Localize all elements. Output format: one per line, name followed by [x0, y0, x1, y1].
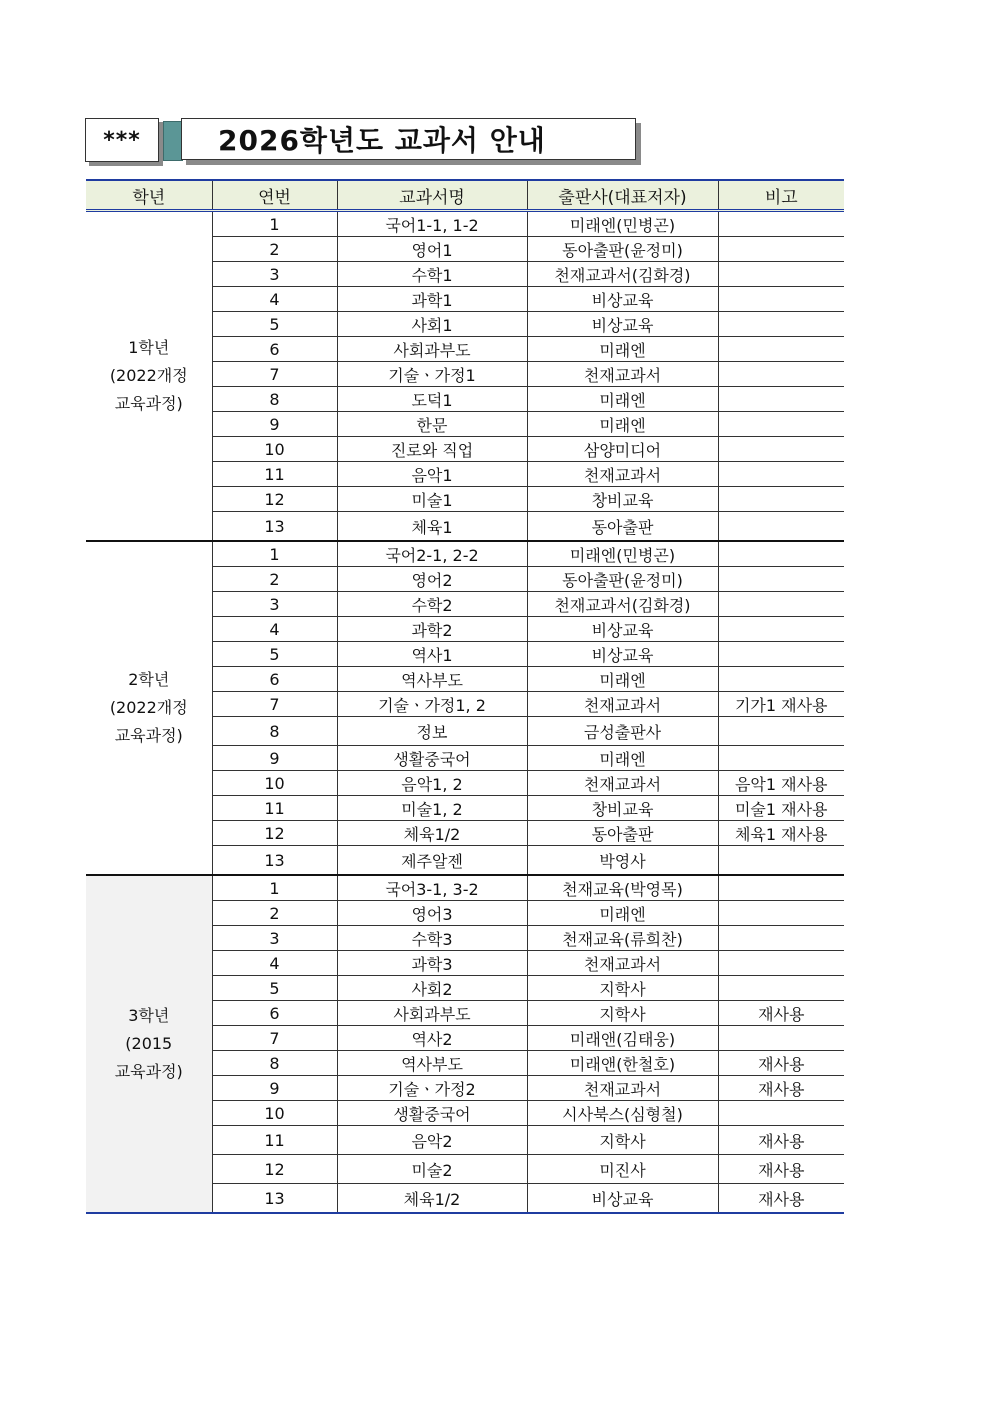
publisher-cell: 창비교육: [527, 487, 718, 512]
book-title-cell: 사회과부도: [337, 1001, 527, 1026]
note-cell: [718, 717, 844, 746]
header-number: 연번: [212, 180, 337, 211]
note-cell: 재사용: [718, 1126, 844, 1155]
note-cell: 재사용: [718, 1051, 844, 1076]
note-cell: [718, 237, 844, 262]
number-cell: 12: [212, 1155, 337, 1184]
number-cell: 2: [212, 567, 337, 592]
publisher-cell: 창비교육: [527, 796, 718, 821]
book-title-cell: 수학3: [337, 926, 527, 951]
number-cell: 8: [212, 717, 337, 746]
publisher-cell: 지학사: [527, 1001, 718, 1026]
note-cell: [718, 262, 844, 287]
publisher-cell: 천재교과서: [527, 362, 718, 387]
book-title-cell: 체육1/2: [337, 821, 527, 846]
note-cell: [718, 287, 844, 312]
note-cell: [718, 541, 844, 567]
table-row: [86, 875, 844, 901]
publisher-cell: 비상교육: [527, 1184, 718, 1214]
grade-line: (2022개정: [109, 698, 188, 717]
header-book-title: 교과서명: [337, 180, 527, 211]
note-cell: [718, 487, 844, 512]
book-title-cell: 체육1: [337, 512, 527, 542]
note-cell: [718, 617, 844, 642]
publisher-cell: 천재교육(박영목): [527, 875, 718, 901]
note-cell: [718, 337, 844, 362]
note-cell: 미술1 재사용: [718, 796, 844, 821]
book-title-cell: 역사부도: [337, 667, 527, 692]
number-cell: 2: [212, 901, 337, 926]
grade-line: 1학년: [128, 338, 170, 357]
page-title: 2026학년도 교과서 안내: [181, 118, 636, 160]
note-cell: [718, 667, 844, 692]
book-title-cell: 생활중국어: [337, 1101, 527, 1126]
book-title-cell: 국어1-1, 1-2: [337, 211, 527, 237]
publisher-cell: 미래엔: [527, 387, 718, 412]
publisher-cell: 삼양미디어: [527, 437, 718, 462]
note-cell: [718, 642, 844, 667]
book-title-cell: 기술ㆍ가정1: [337, 362, 527, 387]
title-stars: ***: [85, 118, 159, 162]
book-title-cell: 국어3-1, 3-2: [337, 875, 527, 901]
publisher-cell: 동아출판(윤정미): [527, 567, 718, 592]
note-cell: [718, 746, 844, 771]
note-cell: [718, 875, 844, 901]
number-cell: 13: [212, 512, 337, 542]
grade-cell: [86, 211, 212, 542]
book-title-cell: 진로와 직업: [337, 437, 527, 462]
table-header-row: [86, 180, 844, 211]
header-publisher: 출판사(대표저자): [527, 180, 718, 211]
publisher-cell: 미래엔(민병곤): [527, 211, 718, 237]
note-cell: [718, 362, 844, 387]
publisher-cell: 비상교육: [527, 287, 718, 312]
publisher-cell: 비상교육: [527, 642, 718, 667]
note-cell: 체육1 재사용: [718, 821, 844, 846]
book-title-cell: 체육1/2: [337, 1184, 527, 1214]
publisher-cell: 박영사: [527, 846, 718, 876]
publisher-cell: 미진사: [527, 1155, 718, 1184]
number-cell: 11: [212, 1126, 337, 1155]
number-cell: 9: [212, 1076, 337, 1101]
number-cell: 6: [212, 337, 337, 362]
number-cell: 7: [212, 692, 337, 717]
book-title-cell: 수학1: [337, 262, 527, 287]
number-cell: 3: [212, 926, 337, 951]
book-title-cell: 음악2: [337, 1126, 527, 1155]
number-cell: 5: [212, 642, 337, 667]
book-title-cell: 과학3: [337, 951, 527, 976]
number-cell: 12: [212, 821, 337, 846]
note-cell: [718, 901, 844, 926]
publisher-cell: 미래엔: [527, 412, 718, 437]
header-grade: 학년: [86, 180, 212, 211]
book-title-cell: 역사1: [337, 642, 527, 667]
book-title-cell: 영어2: [337, 567, 527, 592]
note-cell: 재사용: [718, 1076, 844, 1101]
publisher-cell: 미래엔: [527, 337, 718, 362]
book-title-cell: 영어1: [337, 237, 527, 262]
grade-line: 교육과정): [114, 1062, 183, 1081]
note-cell: [718, 211, 844, 237]
number-cell: 8: [212, 1051, 337, 1076]
note-cell: [718, 976, 844, 1001]
publisher-cell: 천재교과서: [527, 462, 718, 487]
book-title-cell: 한문: [337, 412, 527, 437]
number-cell: 3: [212, 262, 337, 287]
note-cell: [718, 592, 844, 617]
book-title-cell: 음악1, 2: [337, 771, 527, 796]
book-title-cell: 정보: [337, 717, 527, 746]
note-cell: [718, 846, 844, 876]
number-cell: 10: [212, 437, 337, 462]
number-cell: 7: [212, 1026, 337, 1051]
publisher-cell: 금성출판사: [527, 717, 718, 746]
header-note: 비고: [718, 180, 844, 211]
book-title-cell: 과학2: [337, 617, 527, 642]
number-cell: 4: [212, 951, 337, 976]
note-cell: 재사용: [718, 1155, 844, 1184]
grade-line: 교육과정): [114, 726, 183, 745]
publisher-cell: 천재교과서(김화경): [527, 262, 718, 287]
title-accent-bar: [163, 121, 183, 161]
note-cell: [718, 512, 844, 542]
book-title-cell: 수학2: [337, 592, 527, 617]
publisher-cell: 미래엔: [527, 667, 718, 692]
grade-line: (2015: [125, 1034, 173, 1053]
book-title-cell: 미술1, 2: [337, 796, 527, 821]
note-cell: [718, 951, 844, 976]
publisher-cell: 미래앤(한철호): [527, 1051, 718, 1076]
number-cell: 9: [212, 746, 337, 771]
number-cell: 9: [212, 412, 337, 437]
number-cell: 8: [212, 387, 337, 412]
publisher-cell: 미래엔: [527, 746, 718, 771]
number-cell: 1: [212, 211, 337, 237]
publisher-cell: 천재교육(류희찬): [527, 926, 718, 951]
number-cell: 4: [212, 287, 337, 312]
grade-line: (2022개정: [109, 366, 188, 385]
book-title-cell: 생활중국어: [337, 746, 527, 771]
book-title-cell: 미술1: [337, 487, 527, 512]
book-title-cell: 역사2: [337, 1026, 527, 1051]
number-cell: 11: [212, 796, 337, 821]
publisher-cell: 지학사: [527, 1126, 718, 1155]
publisher-cell: 천재교과서: [527, 1076, 718, 1101]
note-cell: [718, 926, 844, 951]
book-title-cell: 영어3: [337, 901, 527, 926]
book-title-cell: 과학1: [337, 287, 527, 312]
publisher-cell: 동아출판: [527, 821, 718, 846]
book-title-cell: 미술2: [337, 1155, 527, 1184]
note-cell: [718, 412, 844, 437]
book-title-cell: 기술ㆍ가정1, 2: [337, 692, 527, 717]
note-cell: [718, 387, 844, 412]
note-cell: [718, 462, 844, 487]
book-title-cell: 도덕1: [337, 387, 527, 412]
note-cell: 기가1 재사용: [718, 692, 844, 717]
note-cell: [718, 437, 844, 462]
number-cell: 6: [212, 667, 337, 692]
book-title-cell: 음악1: [337, 462, 527, 487]
book-title-cell: 사회2: [337, 976, 527, 1001]
number-cell: 13: [212, 846, 337, 876]
book-title-cell: 사회과부도: [337, 337, 527, 362]
note-cell: [718, 1026, 844, 1051]
number-cell: 6: [212, 1001, 337, 1026]
table-row: [86, 211, 844, 237]
publisher-cell: 미래엔: [527, 901, 718, 926]
grade-line: 3학년: [128, 1006, 170, 1025]
publisher-cell: 미래엔(민병곤): [527, 541, 718, 567]
number-cell: 1: [212, 875, 337, 901]
publisher-cell: 비상교육: [527, 617, 718, 642]
publisher-cell: 천재교과서(김화경): [527, 592, 718, 617]
grade-cell: [86, 875, 212, 1213]
number-cell: 11: [212, 462, 337, 487]
book-title-cell: 국어2-1, 2-2: [337, 541, 527, 567]
grade-cell: [86, 541, 212, 875]
note-cell: [718, 567, 844, 592]
number-cell: 4: [212, 617, 337, 642]
note-cell: 재사용: [718, 1001, 844, 1026]
publisher-cell: 천재교과서: [527, 692, 718, 717]
table-body: [86, 211, 844, 1214]
publisher-cell: 천재교과서: [527, 951, 718, 976]
number-cell: 10: [212, 771, 337, 796]
publisher-cell: 시사북스(심형철): [527, 1101, 718, 1126]
number-cell: 2: [212, 237, 337, 262]
publisher-cell: 동아출판(윤정미): [527, 237, 718, 262]
number-cell: 5: [212, 976, 337, 1001]
book-title-cell: 제주알젠: [337, 846, 527, 876]
number-cell: 7: [212, 362, 337, 387]
publisher-cell: 지학사: [527, 976, 718, 1001]
textbook-table: [86, 179, 844, 1214]
book-title-cell: 사회1: [337, 312, 527, 337]
publisher-cell: 미래앤(김태웅): [527, 1026, 718, 1051]
table-row: [86, 541, 844, 567]
note-cell: 음악1 재사용: [718, 771, 844, 796]
note-cell: [718, 1101, 844, 1126]
number-cell: 3: [212, 592, 337, 617]
number-cell: 1: [212, 541, 337, 567]
publisher-cell: 천재교과서: [527, 771, 718, 796]
note-cell: 재사용: [718, 1184, 844, 1214]
book-title-cell: 역사부도: [337, 1051, 527, 1076]
book-title-cell: 기술ㆍ가정2: [337, 1076, 527, 1101]
number-cell: 12: [212, 487, 337, 512]
grade-line: 2학년: [128, 670, 170, 689]
number-cell: 5: [212, 312, 337, 337]
grade-line: 교육과정): [114, 394, 183, 413]
number-cell: 13: [212, 1184, 337, 1214]
publisher-cell: 동아출판: [527, 512, 718, 542]
number-cell: 10: [212, 1101, 337, 1126]
publisher-cell: 비상교육: [527, 312, 718, 337]
note-cell: [718, 312, 844, 337]
